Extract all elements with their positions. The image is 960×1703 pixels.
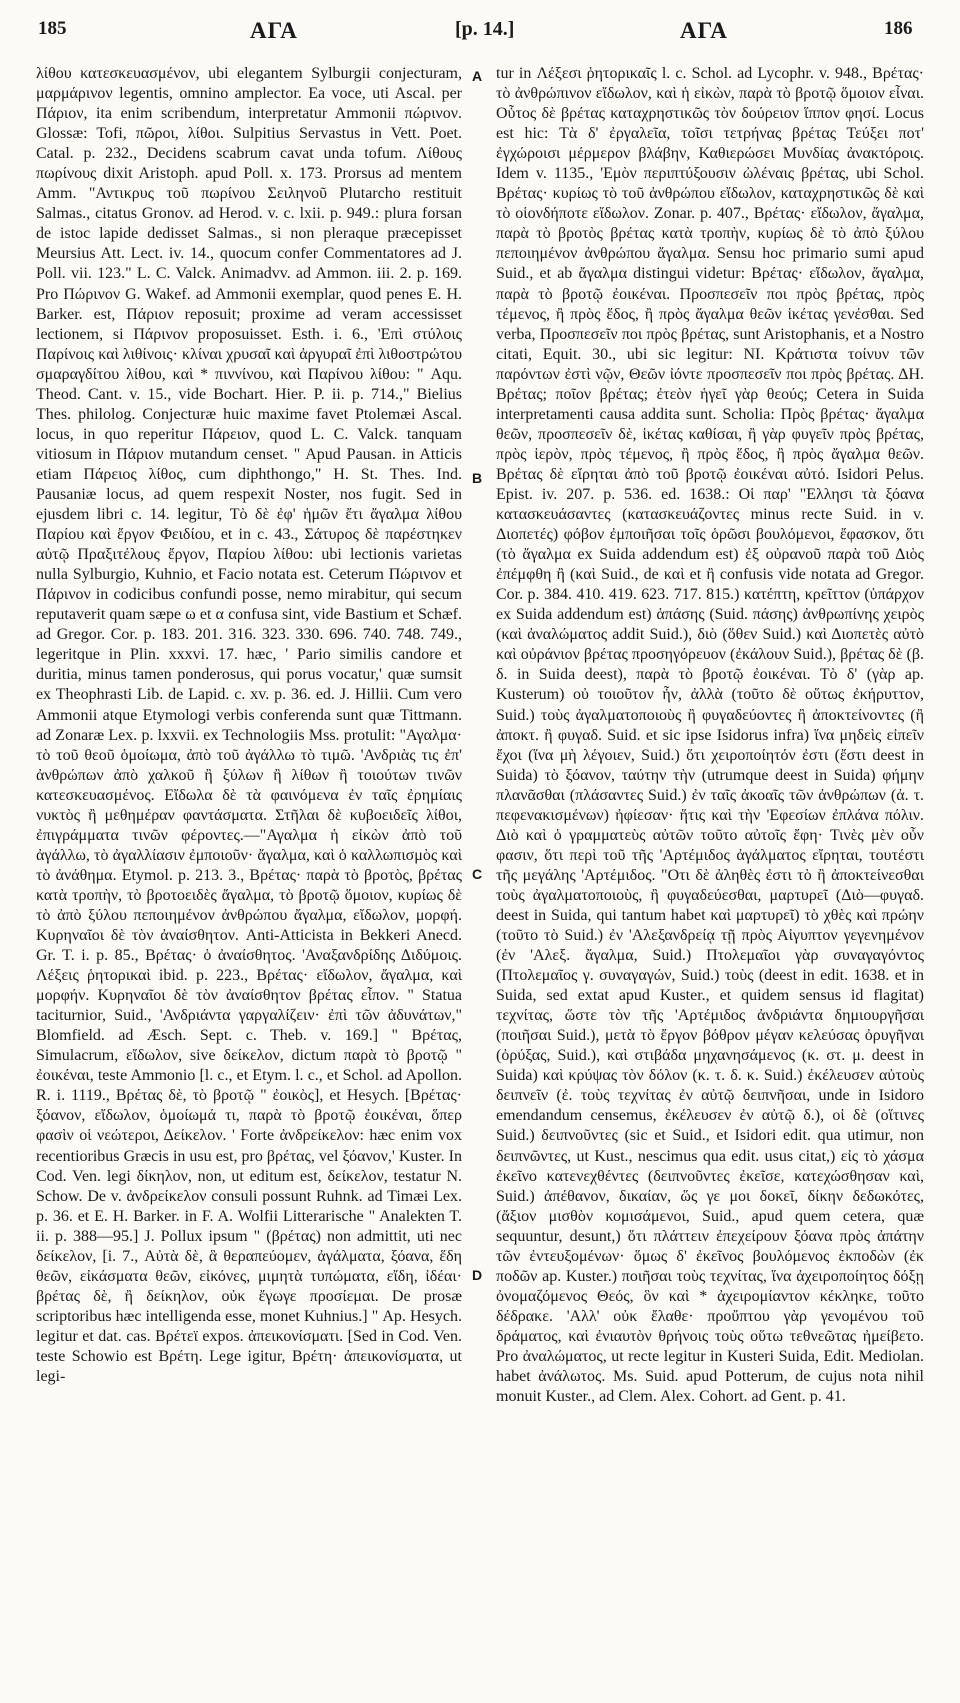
section-marker-c: C [472,866,483,882]
right-page-number: 186 [884,18,913,39]
center-page-reference: [p. 14.] [455,18,515,40]
left-page-number: 185 [38,18,67,39]
left-running-head: ΑΓΑ [250,18,298,43]
right-running-head: ΑΓΑ [680,18,728,43]
section-marker-d: D [472,1267,483,1283]
left-text-column [36,64,462,1694]
right-column-text: tur in Λέξεσι ῥητορικαῖς l. c. Schol. ad Lycophr. v. 948., Βρέτας· τὸ ἀνθρώπινον εἴδωλον, καὶ ἡ εἰκὼν, παρὰ τὸ βροτῷ ὅμοιον εἶναι. Οὗτος δὲ βρέτας καταχρηστικῶς τὸν δούρειον ἵππον φησί. Locus est hic: Τὰ δ' ἐργαλεῖα, τοῖσι τετρήνας βρέτας Τεύξει ποτ' ἐγχώροισι μέρμερον βλάβην, Καθιερώσει Μυνδίας ἀνακτόροις. Idem v. 1135., 'Εμὸν περιπτύξουσιν ὠλέναις βρέτας, ubi Schol. Βρέτας· κυρίως τὸ τοῦ ἀνθρώπου εἴδωλον, καταχρηστικῶς δὲ καὶ τὸ οἱονδήποτε εἴδωλον. Zonar. p. 407., Βρέτας· εἴδωλον, ἄγαλμα, παρὰ τὸ βροτὸς βρέτας κατὰ τροπὴν, κυρίως δὲ τὸ ἀπὸ ξύλου πεποιημένον ἀνθρώπου ἄγαλμα. Sensu hoc primario sumi apud Suid., et ab ἄγαλμα distingui videtur: Βρέτας· εἴδωλον, ἄγαλμα, παρὰ τὸ βροτῷ ἐοικέναι. Προσπεσεῖν ποι πρὸς βρέτας, πρὸς τέμενος, ἢ πρὸς ἕδος, ἢ πρὸς ἄγαλμα θεῶν ἱκέτας γενέσθαι. Sed verba, Προσπεσεῖν ποι πρὸς βρέτας, sunt Aristophanis, et a Nostro citati, Equit. 30., ubi sic legitur: ΝΙ. Κράτιστα τοίνυν τῶν παρόντων ἐστὶ νῷν, Θεῶν ἰόντε προσπεσεῖν ποι πρὸς βρέτας. ΔΗ. Βρέτας; ποῖον βρέτας; ἐτεὸν ἡγεῖ γὰρ θεούς; Cetera in Suida interpretamenti causa addita sunt. Scholia: Πρὸς βρέτας· ἄγαλμα θεῶν, προσπεσεῖν δὲ, ἱκέτας καθίσαι, ἢ γὰρ φυγεῖν πρὸς βρέτας, πρὸς ἱερὸν, πρὸς τέμενος, ἢ πρὸς ἕδος, ἢ πρὸς ἄγαλμα θεῶν. Βρέτας δὲ εἴρηται ἀπὸ τοῦ βροτῷ ἐοικέναι αὐτό. Isidori Pelus. Epist. iv. 207. p. 536. ed. 1638.: Οἱ παρ' "Ελλησι τὰ ξόανα κατασκευάσαντες (κατασκευάζοντες minus recte Suid. in v. Διοπετές) φόβον ἐμποιῆσαι τοῖς ὁρῶσι βουλόμενοι, ἔφασκον, ὅτι (τὸ ἄγαλμα ex Suida addendum est) ἐξ οὐρανοῦ παρὰ τοῦ Διὸς ἐπέμφθη ἢ (καὶ Suid., de καὶ et ἢ confusis vide notata ad Gregor. Cor. p. 384. 410. 419. 623. 717. 815.) κατέπτη, κρεῖττον (ὑπάρχον ex Suida addendum est) ἁπάσης (Suid. πάσης) ἀνθρωπίνης χειρὸς (καὶ ἀναλώματος addit Suid.), διὸ (ὅθεν Suid.) καὶ Διοπετὲς αὐτὸ καὶ οὐράνιον βρέτας προσηγόρευον (ἐκάλουν Suid.), βρέτας δὲ (β. δ. in Suida deest), παρὰ τὸ βροτῷ ἐοικέναι. Τὸ δ' (γὰρ ap. Kusterum) οὐ τοιοῦτον ἦν, ἀλλὰ (τοῦτο δὲ οὕτως ἐκήρυττον, Suid.) τοὺς ἀγαλματοποιοὺς ἢ φυγαδεύοντες ἢ ἀποκτείνοντες (ἢ ἀποκτ. ἢ φυγαδ. Suid. et sic ipse Isidorus infra) ἵνα μηδεὶς εἰπεῖν ἔχοι (ἵνα μὴ λέγοιεν, Suid.) ὅτι χειροποίητόν ἐστι (ἔστι deest in Suida) τὸ ξόανον, ταύτην τὴν (utrumque deest in Suida) φήμην πλανᾶσθαι (πλάσαντες Suid.) ἐν ταῖς ἀκοαῖς τῶν ἀνθρώπων (ἀ. τ. πεφενακισμένων) ἠφίεσαν· ἥτις καὶ τὴν 'Εφεσίων ἐπλάνα πόλιν. Διὸ καὶ ὁ γραμματεὺς αὐτῶν τοῦτο αὐτοῖς ἔφη· Τινὲς μὲν οὖν φασιν, ὅτι περὶ τοῦ τῆς 'Αρτέμιδος ἀγάλματος εἴρηται, τουτέστι τῆς μεγάλης 'Αρτέμιδος. "Οτι δὲ ἀληθὲς ἐστι τὸ ἢ ἀποκτείνεσθαι τοὺς ἀγαλματοποιοὺς, ἢ φυγαδεύεσθαι, μαρτυρεῖ (Διὸ—φυγαδ. deest in Suida, qui tantum habet καὶ μαρτυρεῖ) τὸ χθὲς καὶ πρώην (τοῦτο τὸ Suid.) ἐν 'Αλεξανδρείᾳ τῇ πρὸς Αἰγυπτον γεγενημένον (ἐν 'Αλεξ. ἄγαλμα, Suid.) Πτολεμαῖοι γὰρ συναγαγόντος (Πτολεμαῖος γ. συναγαγών, Suid.) τοὺς (deest in edit. 1638. et in Suida, sed extat apud Kuster., et quidem sensus id flagitat) τεχνίτας, ὥστε τὸν τῆς 'Αρτέμιδος ἀνδριάντα δημιουργῆσαι (ποιῆσαι Suid.), μετὰ τὸ ἔργον βόθρον μέγαν κελεύσας ὀρυγῆναι (ὀρύξας, Suid.), καὶ στιβάδα μηχανησάμενος (κ. στ. μ. deest in Suida) καὶ κρύψας τὸν δόλον (κ. τ. δ. κ. Suid.) ἐκέλευσεν αὐτοὺς δειπνεῖν (ἐ. τοὺς τεχνίτας ἐν αὐτῷ δειπνῆσαι, unde in Isidoro emendandum censemus, ἐκέλευσεν ἐν αὐτῷ δ.), οἱ δὲ (οἵτινες Suid.) δειπνοῦντες (sic et Suid., et Isidori edit. qua utimur, non δειπνῶντες, ut Kust., nescimus qua edit. usus citat,) εἰς τὸ χάσμα ἐκεῖνο κατενεχθέντες (δειπνοῦντες ἐκεῖσε, κατεχώσθησαν καὶ, Suid.) ἀπέθανον, δικαίαν, ὥς γε μοι δοκεῖ, δίκην δεδωκότες, (ἄξιον μισθὸν κομισάμενοι, Suid., apud quem cetera, quæ sequuntur, desunt,) ὅτι πλάττειν ἐπεχείρουν ξόανα πρὸς ἀπάτην τῶν ἐντευξομένων· ὅμως δ' ἐκεῖνος βουλόμενος ἐκποδὼν (ἐκ ποδῶν ap. Kuster.) ποιῆσαι τοὺς τεχνίτας, ἵνα ἀχειροποίητος δόξῃ ὀνομαζόμενος Θεός, ὃν καὶ * ἀχειρομίαντον κέκληκε, τοῦτο δέδρακε. 'Αλλ' οὐκ ἔλαθε· προὔπτου γὰρ γενομένου τοῦ δράματος, καὶ ἐνιαυτὸν θρήνοις τοὺς οὕτω τεθνεῶτας ἠμείβετο. Pro ἀναλώματος, ut recte legitur in Kusteri Suida, Edit. Mediolan. habet ἀνάλωτος. Ms. Suid. apud Potterum, de cujus nota nihil monuit Kuster., ad Clem. Alex. Cohort. ad Gent. p. 41. [496,65,924,1406]
section-marker-b: B [472,470,483,486]
right-text-column [496,64,924,1694]
left-column-text: λίθου κατεσκευασμένον, ubi elegantem Sylburgii conjecturam, μαρμάρινον legentis, omnino amplector. Ea voce, uti Ascal. per Πάριον, ita enim scribendum, interpretatur Ammonii πώρινον. Glossæ: Tofi, πῶροι, λίθοι. Sulpitius Servastus in Vett. Poet. Catal. p. 232., Decidens scabrum cavat unda tofum. Λίθους πωρίνους dixit Aristoph. apud Poll. x. 173. Prorsus ad mentem Amm. "Αντικρυς τοῦ πωρίνου Σειληνοῦ Plutarcho restituit Salmas., citatus Gronov. ad Herod. v. c. lxii. p. 949.: plura forsan de istoc lapide dedisset Salmas., si non pleraque præcepisset Meursius Att. Lect. iv. 14., quocum confer Commentatores ad J. Poll. vii. 123." L. C. Valck. Animadvv. ad Ammon. iii. 2. p. 169. Pro Πώρινον G. Wakef. ad Ammonii exemplar, quod penes E. H. Barker. est, Πάριον reposuit; proxime ad veram accessisset lectionem, si Πάρινον proposuisset. Esth. i. 6., 'Επὶ στύλοις Παρίνοις καὶ λιθίνοις· κλίναι χρυσαῖ καὶ ἀργυραῖ ἐπὶ λιθοστρώτου σμαραγδίτου λίθου, καὶ * πιννίνου, καὶ Παρίνου λίθου: " Aqu. Theod. Cant. v. 15., vide Bochart. Hier. P. ii. p. 714.," Bielius Thes. philolog. Conjecturæ huic maxime favet Ptolemæi Ascal. locus, in quo reperitur Πάρειον, quod L. C. Valck. tanquam vitiosum in Πάριον mutandum censet. " Apud Pausan. in Atticis etiam Πάρειος λίθος, cum diphthongo," H. St. Thes. Ind. Pausaniæ locus, ad quem respexit Noster, nos fugit. Sed in ejusdem libri c. 14. legitur, Τὸ δὲ ἐφ' ἡμῶν ἔτι ἄγαλμα λίθου Παρίου καὶ ἔργον Φειδίου, et in c. 43., Σάτυρος δὲ παρέστηκεν αὐτῷ Πραξιτέλους ἔργον, Παρίου λίθου: ubi lectionis varietas nulla Sylburgio, Kuhnio, et Facio notata est. Ceterum Πώρινον et Πάρινον in codicibus confundi posse, nemo mirabitur, qui secum reputaverit quam sæpe ω et α confusa sint, vide Bastium et Schæf. ad Gregor. Cor. p. 183. 201. 316. 323. 330. 696. 740. 748. 749., legeritque in Plin. xxxvi. 17. hæc, ' Pario similis candore et duritia, minus tamen ponderosus, qui porus vocatur,' quæ sumsit ex Theophrasti Lib. de Lapid. c. xv. p. 36. ed. J. Hillii. Cum vero Ammonii atque Etymologi verbis conferenda sunt quæ Tittmann. ad Zonaræ Lex. p. lxxvii. ex Technologiis Mss. protulit: "Αγαλμα· τὸ τοῦ θεοῦ ὁμοίωμα, ἀπὸ τοῦ ἀγάλλω τὸ τιμῶ. 'Ανδριὰς τις ἐπ' ἀνθρώπων ἀπὸ χαλκοῦ ἢ ξύλων ἢ λίθων ἢ τοιούτων τινῶν κατεσκευασμένος. Εἴδωλα δὲ τὰ φαινόμενα ἐν ταῖς ἐρημίαις νυκτὸς ἢ μεθημέραν φαντάσματα. Στῆλαι δὲ κυβοειδεῖς λίθοι, ἐπιγράμματα τινῶν φέροντες.—"Αγαλμα ἡ εἰκὼν ἀπὸ τοῦ ἀγάλλω, τὸ ἀγαλλίασιν ἐμποιοῦν· ἄγαλμα, καὶ ὁ καλλωπισμὸς καὶ τὸ ἀνάθημα. Etymol. p. 213. 3., Βρέτας· παρὰ τὸ βροτὸς, βρέτας κατὰ τροπὴν, τὸ βροτοειδὲς ἄγαλμα, τὸ βροτῷ ὅμοιον, κυρίως δὲ τὸ ἀπὸ ξύλου πεποιημένον ἀνθρώπου ἄγαλμα, εἴδωλον, μορφή. Κυρηναῖοι δὲ τὸν ἀναίσθητον. Anti-Atticista in Bekkeri Anecd. Gr. T. i. p. 85., Βρέτας· ὁ ἀναίσθητος. 'Αναξανδρίδης Διδύμοις. Λέξεις ῥητορικαὶ ibid. p. 223., Βρέτας· εἴδωλον, ἄγαλμα, καὶ μορφήν. Κυρηναῖοι δὲ τὸν ἀναίσθητον βρέτας εἶπον. " Statua taciturnior, Suid., 'Ανδριάντα γαργαλίζειν· ἐπὶ τῶν ἀδυνάτων," Blomfield. ad Æsch. Sept. c. Theb. v. 169.] " Βρέτας, Simulacrum, εἴδωλον, sive δείκελον, dictum παρὰ τὸ βροτῷ " ἐοικέναι, teste Ammonio [l. c., et Etym. l. c., et Schol. ad Apollon. R. i. 1119., Βρέτας δὲ, τὸ βροτῷ " ἐοικὸς], et Hesych. [Βρέτας· ξόανον, εἴδωλον, ὁμοίωμά τι, παρὰ τὸ βροτῷ ἐοικέναι, ὅπερ φασὶν οἱ νεώτεροι, Δείκελον. ' Forte ἀνδρείκελον: hæc enim vox recentioribus Græcis in usu est, pro βρέτας, vel ξόανον,' Kuster. In Cod. Ven. legi δίκηλον, non, ut editum est, δείκελον, testatur N. Schow. De v. ἀνδρείκελον consuli possunt Ruhnk. ad Timæi Lex. p. 36. et E. H. Barker. in F. A. Wolfii Litterarische " Analekten T. ii. p. 388—95.] J. Pollux ipsum " (βρέτας) non admittit, uti nec δείκελον, [i. 7., Αὐτὰ δὲ, ἃ θεραπεύομεν, ἀγάλματα, ξόανα, ἕδη θεῶν, εἰκάσματα θεῶν, εἰκόνες, μιμητὰ τυπώματα, εἴδη, ἰδέαι· βρέτας δὲ, ἢ δείκηλον, οὐκ ἔγωγε προσίεμαι. De prosæ scriptoribus hæc intelligenda esse, monet Kuhnius.] " Ap. Hesych. legitur et dat. cas. Βρέτεϊ expos. ἀπεικονίσματι. [Sed in Cod. Ven. teste Schowio est Βρέτη. Lege igitur, Βρέτη· ἀπεικονίσματα, ut legi- [36,65,462,1386]
section-marker-a: A [472,68,483,84]
